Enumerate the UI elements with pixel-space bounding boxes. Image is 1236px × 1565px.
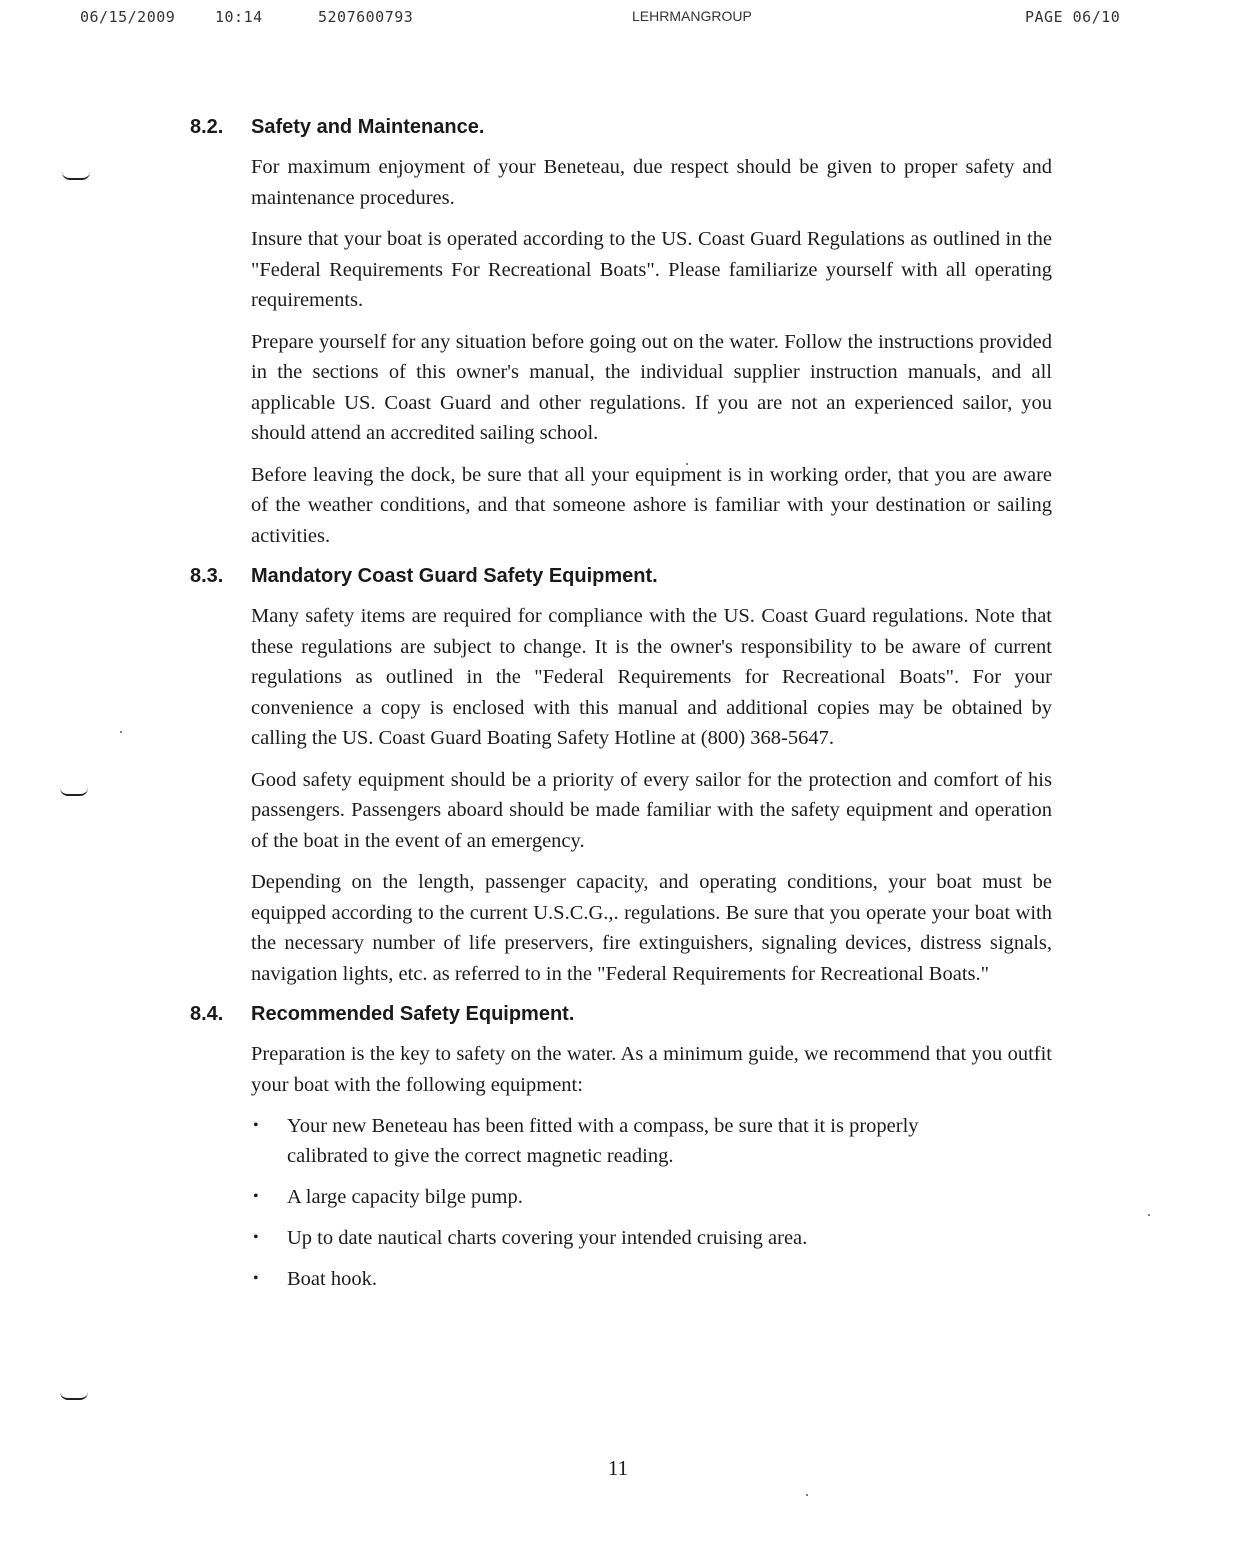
list-item-text: A large capacity bilge pump. (287, 1186, 523, 1208)
equipment-list (251, 1111, 1052, 1294)
list-item-text: Boat hook. (287, 1268, 377, 1290)
list-item (251, 1182, 1052, 1212)
paragraph: Prepare yourself for any situation before going out on the water. Follow the instructions provided in the sections of this owner's manual, the individual supplier instruction manuals, and all applicable US. Coast Guard and other regulations. If you are not an experienced sailor, you should attend an accredited sailing school. (251, 330, 1052, 444)
paragraph: Many safety items are required for compliance with the US. Coast Guard regulations. Note that these regulations are subject to change. It is the owner's responsibility to be aware of current regulations as outlined in the "Federal Requirements for Recreational Boats". For your convenience a copy is enclosed with this manual and additional copies may be obtained by calling the US. Coast Guard Boating Safety Hotline at (800) 368-5647. (251, 605, 1052, 749)
scan-mark (62, 172, 92, 182)
paragraph: Depending on the length, passenger capacity, and operating conditions, your boat must be equipped according to the current U.S.C.G.,. regulations. Be sure that you operate your boat with the necessary number of life preservers, fire extinguishers, signaling devices, distress signals, navigation lights, etc. as referred to in the "Federal Requirements for Recreational Boats." (251, 871, 1052, 985)
paragraph: For maximum enjoyment of your Beneteau, due respect should be given to proper safety and maintenance procedures. (251, 156, 1052, 209)
list-item-text: Up to date nautical charts covering your intended cruising area. (287, 1227, 808, 1249)
page-number: 11 (607, 1456, 629, 1480)
section-number: 8.4. (190, 1003, 224, 1025)
scan-speck (1148, 1214, 1150, 1216)
fax-date: 06/15/2009 (80, 8, 176, 26)
fax-number: 5207600793 (318, 8, 414, 26)
scan-mark (60, 788, 90, 798)
section-8-3 (190, 563, 1052, 989)
paragraph: Before leaving the dock, be sure that all your equipment is in working order, that you are aware of the weather conditions, and that someone ashore is familiar with your destination or sailing activities. (251, 463, 1052, 547)
scan-speck (120, 731, 122, 733)
paragraph: Insure that your boat is operated according to the US. Coast Guard Regulations as outlined in the "Federal Requirements For Recreational Boats". Please familiarize yourself with all operating requirements. (251, 228, 1052, 311)
section-heading (190, 563, 1052, 589)
scan-speck (806, 1494, 808, 1496)
section-number: 8.3. (190, 565, 224, 587)
fax-time: 10:14 (215, 8, 263, 26)
list-item (251, 1264, 1052, 1294)
paragraph: Good safety equipment should be a priority of every sailor for the protection and comfort of his passengers. Passengers aboard should be made familiar with the safety equipment and operation of the boat in the event of an emergency. (251, 768, 1052, 852)
section-heading (190, 1001, 1052, 1027)
scan-mark (60, 1392, 90, 1402)
list-item (251, 1111, 1052, 1171)
section-number: 8.2. (190, 116, 224, 138)
bullet-icon: • (253, 1188, 259, 1205)
section-title: Safety and Maintenance. (251, 116, 485, 138)
bullet-icon: • (253, 1270, 259, 1287)
paragraph: Preparation is the key to safety on the water. As a minimum guide, we recommend that you outfit your boat with the following equipment: (251, 1043, 1052, 1096)
list-item (251, 1223, 1052, 1253)
section-8-2 (190, 114, 1052, 551)
fax-page-count: PAGE 06/10 (1025, 8, 1121, 26)
section-8-4 (190, 1001, 1052, 1294)
list-item-text: Your new Beneteau has been fitted with a compass, be sure that it is properly calibrated to give the correct magnetic reading. (287, 1115, 919, 1167)
fax-sender: LEHRMANGROUP (632, 8, 752, 24)
bullet-icon: • (253, 1117, 259, 1134)
section-title: Recommended Safety Equipment. (251, 1003, 575, 1025)
bullet-icon: • (253, 1229, 259, 1246)
document-body (190, 114, 1052, 1306)
section-heading (190, 114, 1052, 140)
section-title: Mandatory Coast Guard Safety Equipment. (251, 565, 658, 587)
